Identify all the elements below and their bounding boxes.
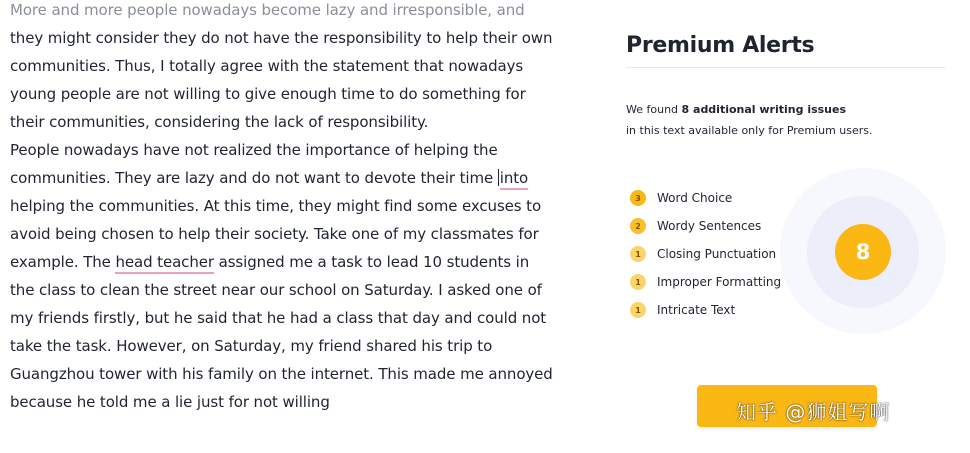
issue-item[interactable] bbox=[630, 240, 781, 268]
essay-text: assigned me a task to lead 10 students in bbox=[213, 253, 530, 271]
issue-label: Closing Punctuation bbox=[657, 247, 777, 261]
issue-label: Intricate Text bbox=[657, 303, 736, 317]
issue-item[interactable] bbox=[630, 212, 781, 240]
panel-title: Premium Alerts bbox=[626, 33, 815, 58]
issue-item[interactable] bbox=[630, 296, 781, 324]
essay-editor[interactable] bbox=[10, 0, 570, 416]
essay-line: young people are not willing to give enough time to do something for bbox=[10, 85, 526, 103]
essay-line: People nowadays have not realized the importance of helping the bbox=[10, 141, 498, 159]
flagged-word-into[interactable]: into bbox=[500, 169, 528, 190]
issue-item[interactable] bbox=[630, 268, 781, 296]
issue-label: Wordy Sentences bbox=[657, 219, 762, 233]
issue-count-badge: 1 bbox=[630, 302, 646, 318]
issue-list bbox=[630, 184, 781, 324]
issue-count-badge: 1 bbox=[630, 246, 646, 262]
premium-alerts-panel bbox=[610, 0, 970, 453]
essay-line: their communities, considering the lack of responsibility. bbox=[10, 113, 429, 131]
issue-label: Improper Formatting bbox=[657, 275, 782, 289]
found-count-text: 8 additional writing issues bbox=[681, 103, 847, 116]
issue-item[interactable] bbox=[630, 184, 781, 212]
text-cursor bbox=[498, 169, 499, 186]
essay-line: my friends firstly, but he said that he had a class that day and could not bbox=[10, 309, 547, 327]
essay-line: helping the communities. At this time, they might find some excuses to bbox=[10, 197, 542, 215]
essay-line bbox=[10, 164, 570, 192]
issues-found-text bbox=[626, 99, 873, 141]
issue-count-badge: 1 bbox=[630, 274, 646, 290]
panel-divider bbox=[626, 67, 946, 68]
issue-count-badge: 3 bbox=[630, 190, 646, 206]
essay-line: they might consider they do not have the responsibility to help their own bbox=[10, 29, 553, 47]
issue-count-badge: 2 bbox=[630, 218, 646, 234]
essay-line: the class to clean the street near our school on Saturday. I asked one of bbox=[10, 281, 542, 299]
found-prefix: We found bbox=[626, 103, 682, 116]
essay-line: because he told me a lie just for not willing bbox=[10, 393, 330, 411]
essay-line: take the task. However, on Saturday, my friend shared his trip to bbox=[10, 337, 493, 355]
essay-text: communities. They are lazy and do not want to devote their time bbox=[10, 169, 498, 187]
essay-line: avoid being chosen to help their society. Take one of my classmates for bbox=[10, 225, 539, 243]
watermark-text: 知乎 @狮姐写啊 bbox=[736, 400, 891, 424]
flagged-phrase-head-teacher[interactable]: head teacher bbox=[115, 253, 213, 274]
issue-label: Word Choice bbox=[657, 191, 733, 205]
essay-line bbox=[10, 248, 570, 276]
essay-line: More and more people nowadays become lazy and irresponsible, and bbox=[10, 1, 525, 19]
found-suffix: in this text available only for Premium users. bbox=[626, 124, 873, 137]
essay-text: example. The bbox=[10, 253, 116, 271]
essay-line: communities. Thus, I totally agree with the statement that nowadays bbox=[10, 57, 524, 75]
total-issues-badge: 8 bbox=[835, 224, 891, 280]
essay-line: Guangzhou tower with his family on the internet. This made me annoyed bbox=[10, 365, 553, 383]
